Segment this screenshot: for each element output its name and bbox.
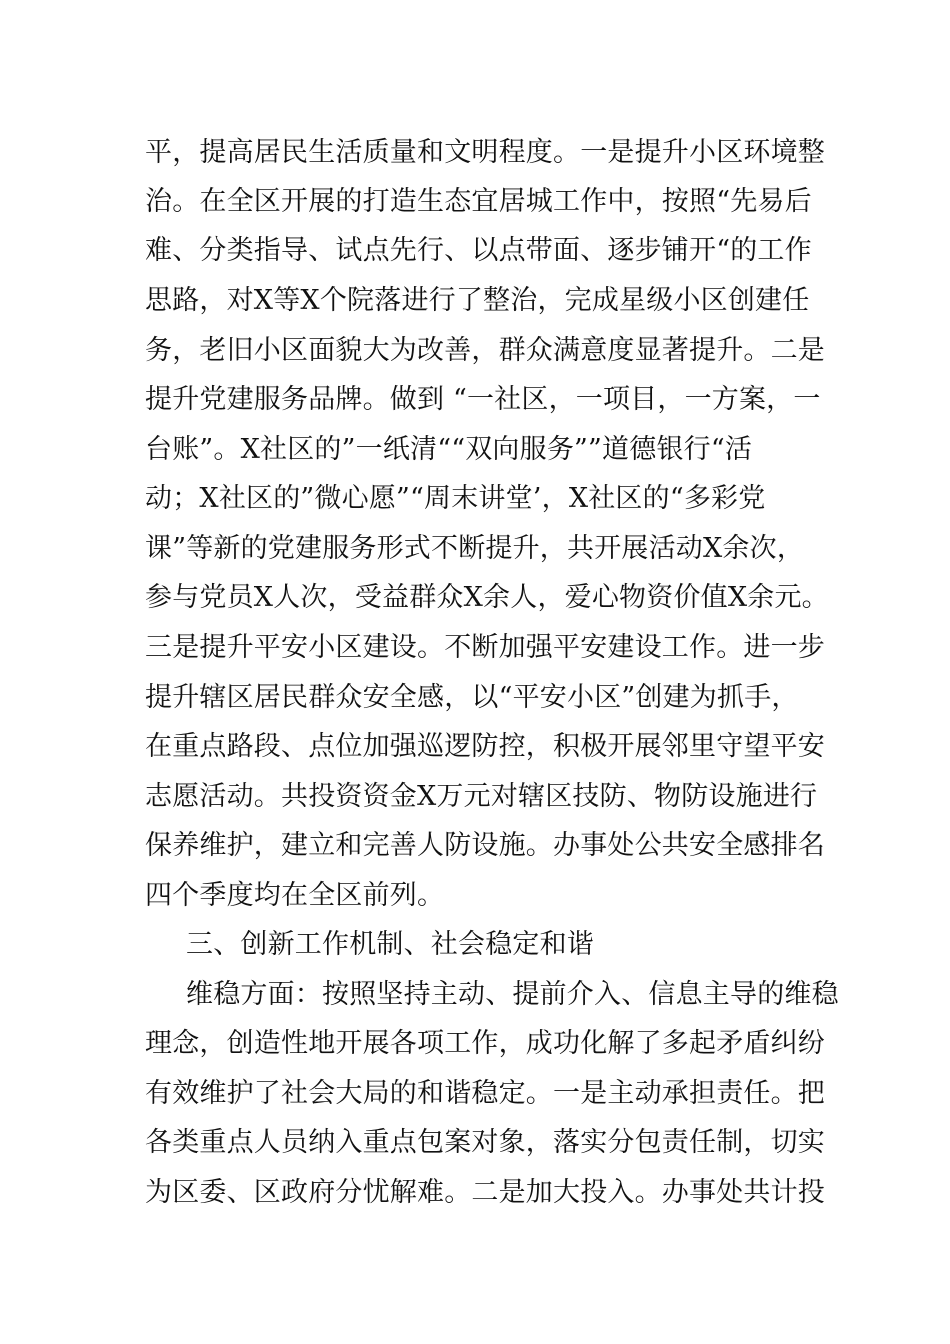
text-line: 各类重点人员纳入重点包案对象，落实分包责任制，切实: [145, 1127, 825, 1158]
text-line: 提升辖区居民群众安全感，以“平安小区”创建为抓手，: [145, 682, 799, 713]
text-line: 为区委、区政府分忧解难。二是加大投入。办事处共计投: [145, 1177, 825, 1208]
paragraph-first-line: 维稳方面：按照坚持主动、提前介入、信息主导的维稳: [186, 979, 839, 1010]
text-line: 务，老旧小区面貌大为改善，群众满意度显著提升。二是: [145, 335, 825, 366]
text-line: 平，提高居民生活质量和文明程度。一是提升小区环境整: [145, 137, 825, 168]
text-line: 三是提升平安小区建设。不断加强平安建设工作。进一步: [145, 632, 825, 663]
text-line: 有效维护了社会大局的和谐稳定。一是主动承担责任。把: [145, 1078, 825, 1109]
text-line: 课”等新的党建服务形式不断提升，共开展活动X余次，: [145, 533, 805, 564]
section-heading: 三、创新工作机制、社会稳定和谐: [186, 929, 594, 960]
text-line: 台账”。X社区的”一纸清““双向服务””道德银行“活: [145, 434, 753, 465]
text-line: 治。在全区开展的打造生态宜居城工作中，按照“先易后: [145, 186, 812, 217]
text-line: 难、分类指导、试点先行、以点带面、逐步铺开“的工作: [145, 235, 812, 266]
text-line: 提升党建服务品牌。做到 “一社区，一项目，一方案，一: [145, 384, 821, 415]
text-line: 理念，创造性地开展各项工作，成功化解了多起矛盾纠纷: [145, 1028, 825, 1059]
text-line: 保养维护，建立和完善人防设施。办事处公共安全感排名: [145, 830, 825, 861]
text-line: 思路，对X等X个院落进行了整治，完成星级小区创建任: [145, 285, 810, 316]
text-line: 在重点路段、点位加强巡逻防控，积极开展邻里守望平安: [145, 731, 825, 762]
text-line: 参与党员X人次，受益群众X余人，爱心物资价值X余元。: [145, 582, 829, 613]
text-line: 动；X社区的”微心愿”“周末讲堂’，X社区的“多彩党: [145, 483, 766, 514]
text-line: 四个季度均在全区前列。: [145, 880, 445, 911]
text-line: 志愿活动。共投资资金X万元对辖区技防、物防设施进行: [145, 781, 818, 812]
